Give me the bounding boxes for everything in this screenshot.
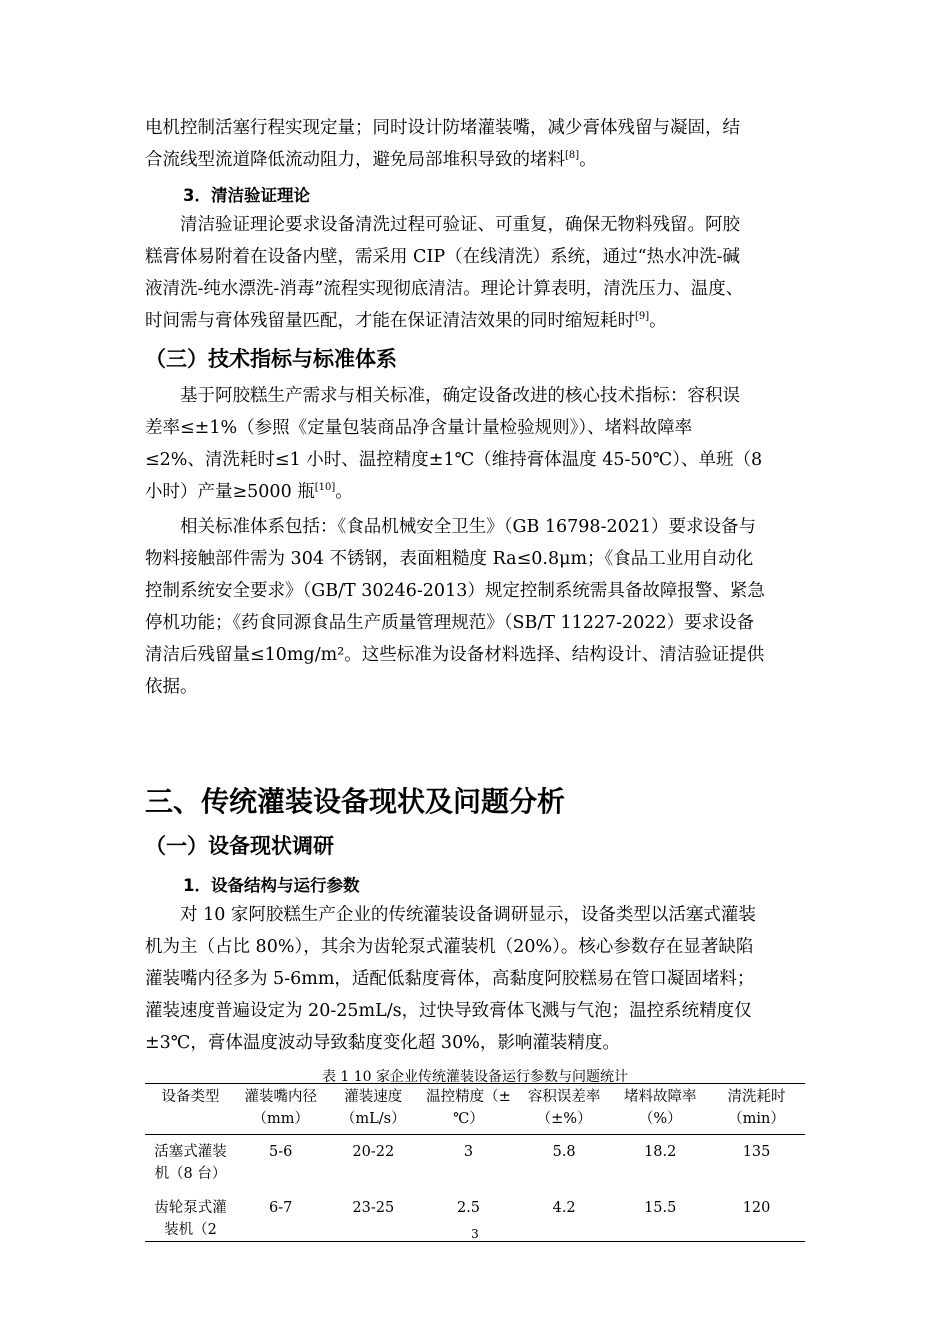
column-header: 容积误差率 （±%） <box>527 1089 601 1127</box>
paragraph-quantitative-design: 电机控制活塞行程实现定量；同时设计防堵灌装嘴，减少膏体残留与凝固，结 合流线型流道降低流动阻力，避免局部堆积导致的堵料[8]。 <box>145 112 810 176</box>
table-cell: 120 <box>742 1200 771 1216</box>
equipment-parameter-table <box>145 1083 805 1242</box>
text-line: 清洁后残留量≤10mg/m²。这些标准为设备材料选择、结构设计、清洁验证提供 <box>145 645 765 665</box>
table-cell: 4.2 <box>552 1200 576 1216</box>
table-cell: 齿轮泵式灌 装机（2 <box>154 1200 227 1238</box>
subsection-heading-survey: （一）设备现状调研 <box>145 834 334 858</box>
text-line: 合流线型流道降低流动阻力，避免局部堆积导致的堵料 <box>145 150 565 170</box>
citation-ref[interactable]: [9] <box>635 311 650 323</box>
table-cell: 18.2 <box>644 1144 677 1160</box>
citation-ref[interactable]: [10] <box>314 482 336 494</box>
section-heading-cleaning-theory: 3．清洁验证理论 <box>183 186 310 205</box>
text-line: 时间需与膏体残留量匹配，才能在保证清洁效果的同时缩短耗时 <box>145 311 635 331</box>
paragraph-survey-results <box>145 899 810 1059</box>
table-header-row <box>145 1084 805 1135</box>
table-cell: 2.5 <box>456 1200 481 1216</box>
text-line: 清洁验证理论要求设备清洗过程可验证、可重复，确保无物料残留。阿胶 <box>145 215 740 235</box>
column-header: 设备类型 <box>161 1089 220 1105</box>
text-line: 基于阿胶糕生产需求与相关标准，确定设备改进的核心技术指标：容积误 <box>145 386 740 406</box>
page-number: 3 <box>471 1227 479 1241</box>
text-line: 糕膏体易附着在设备内壁，需采用 CIP（在线清洗）系统，通过“热水冲洗-碱 <box>145 247 740 267</box>
subsection-heading-indicators: （三）技术指标与标准体系 <box>145 347 397 371</box>
text-line: 电机控制活塞行程实现定量；同时设计防堵灌装嘴，减少膏体残留与凝固，结 <box>145 118 740 138</box>
table-cell: 3 <box>463 1144 474 1160</box>
citation-ref[interactable]: [8] <box>565 150 580 162</box>
paragraph-standards-system <box>145 511 810 703</box>
table-row <box>145 1135 805 1194</box>
table-cell: 6-7 <box>269 1200 293 1216</box>
text-line: ±3℃，膏体温度波动导致黏度变化超 30%，影响灌装精度。 <box>145 1033 620 1053</box>
text-line: 对 10 家阿胶糕生产企业的传统灌装设备调研显示，设备类型以活塞式灌装 <box>145 905 756 925</box>
text-line: 小时）产量≥5000 瓶 <box>145 482 315 502</box>
column-header: 堵料故障率 （%） <box>623 1089 697 1127</box>
section-heading-structure: 1．设备结构与运行参数 <box>183 876 360 895</box>
text-line: 液清洗-纯水漂洗-消毒”流程实现彻底清洁。理论计算表明，清洗压力、温度、 <box>145 279 744 299</box>
text-line: 灌装速度普遍设定为 20-25mL/s，过快导致膏体飞溅与气泡；温控系统精度仅 <box>145 1001 752 1021</box>
column-header: 温控精度（± ℃） <box>426 1089 511 1127</box>
column-header: 灌装速度 （mL/s） <box>340 1089 406 1127</box>
table-caption: 表 1 10 家企业传统灌装设备运行参数与问题统计 <box>321 1069 629 1085</box>
table-cell: 活塞式灌装 机（8 台） <box>154 1144 227 1182</box>
text-line: 停机功能；《药食同源食品生产质量管理规范》（SB/T 11227-2022）要求设备 <box>145 613 755 633</box>
text-line: 相关标准体系包括：《食品机械安全卫生》（GB 16798-2021）要求设备与 <box>145 517 757 537</box>
text-line: ≤2%、清洗耗时≤1 小时、温控精度±1℃（维持膏体温度 45-50℃）、单班（8 <box>145 450 763 470</box>
text-line: 差率≤±1%（参照《定量包装商品净含量计量检验规则》）、堵料故障率 <box>145 418 693 438</box>
table-cell: 5-6 <box>269 1144 293 1160</box>
text-line: 灌装嘴内径多为 5-6mm，适配低黏度膏体，高黏度阿胶糕易在管口凝固堵料； <box>145 969 755 989</box>
column-header: 清洗耗时 （min） <box>727 1089 786 1127</box>
table-cell: 135 <box>742 1144 771 1160</box>
text-line: 机为主（占比 80%），其余为齿轮泵式灌装机（20%）。核心参数存在显著缺陷 <box>145 937 754 957</box>
text-line: 物料接触部件需为 304 不锈钢，表面粗糙度 Ra≤0.8μm；《食品工业用自动化 <box>145 549 754 569</box>
text-line: 依据。 <box>145 677 198 697</box>
table-cell: 23-25 <box>352 1200 395 1216</box>
table-cell: 20-22 <box>352 1144 395 1160</box>
chapter-title: 三、传统灌装设备现状及问题分析 <box>145 785 566 818</box>
column-header: 灌装嘴内径 （mm） <box>244 1089 317 1127</box>
table-cell: 15.5 <box>644 1200 677 1216</box>
text-line: 控制系统安全要求》（GB/T 30246-2013）规定控制系统需具备故障报警、紧急 <box>145 581 765 601</box>
paragraph-cleaning-theory: 清洁验证理论要求设备清洗过程可验证、可重复，确保无物料残留。阿胶 糕膏体易附着在设备内壁，需采用 CIP（在线清洗）系统，通过“热水冲洗-碱 液清洗-纯水漂洗-消毒”流程实现彻底清洁。理论计算表明，清洗压力、温度、 时间需与膏体残留量匹配，才能在保证清洁效果的同时缩短耗时[9]。 <box>145 209 810 337</box>
table-cell: 5.8 <box>552 1144 576 1160</box>
paragraph-technical-indicators: 基于阿胶糕生产需求与相关标准，确定设备改进的核心技术指标：容积误 差率≤±1%（参照《定量包装商品净含量计量检验规则》）、堵料故障率 ≤2%、清洗耗时≤1 小时、温控精度±1℃（维持膏体温度 45-50℃）、单班（8 小时）产量≥5000 瓶[10]。 <box>145 380 810 508</box>
